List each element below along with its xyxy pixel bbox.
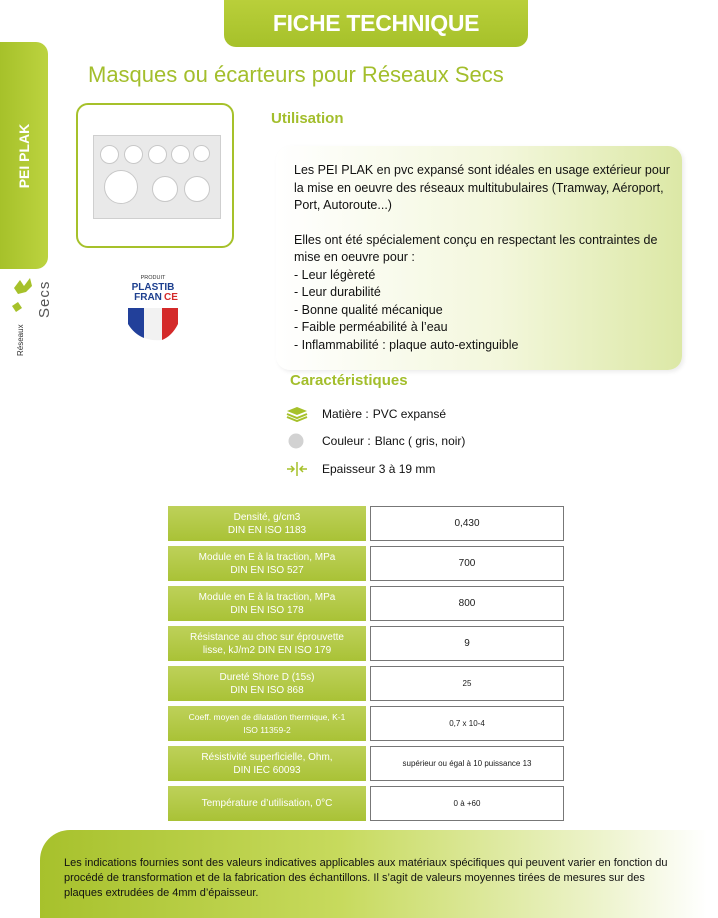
product-image-frame [76, 103, 234, 248]
list-item: - Faible perméabilité à l’eau [294, 320, 448, 334]
table-row [168, 706, 564, 741]
brand-secs-text: Secs [36, 280, 53, 318]
list-item: - Leur durabilité [294, 285, 381, 299]
usage-section-title: Utilisation [271, 110, 344, 127]
spec-value: 25 [370, 666, 564, 701]
spec-value: supérieur ou égal à 10 puissance 13 [370, 746, 564, 781]
specs-table [164, 501, 568, 826]
usage-box [276, 146, 682, 370]
spec-label: Résistivité superficielle, Ohm, DIN IEC 60093 [168, 746, 366, 781]
char-material-label: Matière : [322, 407, 369, 421]
footer-text: Les indications fournies sont des valeurs indicatives applicables aux matériaux spécifiques qui peuvent varier en fonction du procédé de transformation et de la fabrication des échantillons. Il s’agit de valeurs moyennes tirées de mesures sur des plaques extrudées de 4mm d’épaisseur. [64, 857, 668, 899]
usage-paragraph-1: Les PEI PLAK en pvc expansé sont idéales en usage extérieur pour la mise en oeuvre des réseaux multitubulaires (Tramway, Aéroport, Port, Autoroute...) [294, 163, 670, 212]
list-item: - Bonne qualité mécanique [294, 302, 443, 317]
char-color-row [286, 433, 465, 449]
spec-value: 0 à +60 [370, 786, 564, 821]
logo-line1-text: PLASTIB [131, 282, 175, 293]
table-row [168, 546, 564, 581]
table-row [168, 666, 564, 701]
footer-disclaimer [40, 830, 707, 918]
usage-list [294, 267, 674, 355]
product-plate-image [93, 135, 221, 219]
table-row [168, 786, 564, 821]
characteristics-section-title: Caractéristiques [290, 372, 408, 389]
thickness-icon [286, 461, 308, 477]
spec-value: 700 [370, 546, 564, 581]
layers-icon [286, 406, 308, 422]
char-material-row [286, 406, 446, 422]
table-row [168, 626, 564, 661]
spec-label: Résistance au choc sur éprouvette lisse, kJ/m2 DIN EN ISO 179 [168, 626, 366, 661]
logo-line2b-text: CE [164, 292, 178, 303]
header-title: FICHE TECHNIQUE [272, 10, 480, 36]
logo-line2-text: FRAN [134, 292, 162, 303]
spec-value: 0,7 x 10-4 [370, 706, 564, 741]
spec-label: Température d’utilisation, 0°C [168, 786, 366, 821]
spec-label: Module en E à la traction, MPa DIN EN ISO 178 [168, 586, 366, 621]
header-banner [224, 0, 528, 47]
spec-label: Coeff. moyen de dilatation thermique, K-1 ISO 11359-2 [168, 706, 366, 741]
brand-small-text: Réseaux [16, 324, 25, 356]
side-product-tab [0, 42, 48, 269]
spec-value: 800 [370, 586, 564, 621]
spec-value: 9 [370, 626, 564, 661]
produit-plastib-france-logo [124, 268, 182, 342]
usage-paragraph-2: Elles ont été spécialement conçu en respectant les contraintes de mise en oeuvre pour : [294, 232, 658, 264]
char-thickness-row [286, 461, 435, 477]
char-color-value: Blanc ( gris, noir) [374, 434, 466, 448]
spec-value: 0,430 [370, 506, 564, 541]
logo-top-text: PRODUIT [140, 275, 166, 281]
spec-label: Densité, g/cm3 DIN EN ISO 1183 [168, 506, 366, 541]
table-row [168, 586, 564, 621]
char-thickness-label: Epaisseur 3 à 19 mm [322, 462, 436, 476]
page-title: Masques ou écarteurs pour Réseaux Secs [88, 62, 504, 87]
table-row [168, 506, 564, 541]
side-product-label: PEI PLAK [16, 123, 32, 188]
circle-icon [286, 433, 308, 449]
spec-label: Module en E à la traction, MPa DIN EN ISO 527 [168, 546, 366, 581]
list-item: - Leur légèreté [294, 267, 376, 282]
char-color-label: Couleur : [322, 434, 371, 448]
table-row [168, 746, 564, 781]
char-material-value: PVC expansé [372, 407, 447, 421]
list-item: - Inflammabilité : plaque auto-extinguible [294, 337, 519, 352]
spec-label: Dureté Shore D (15s) DIN EN ISO 868 [168, 666, 366, 701]
